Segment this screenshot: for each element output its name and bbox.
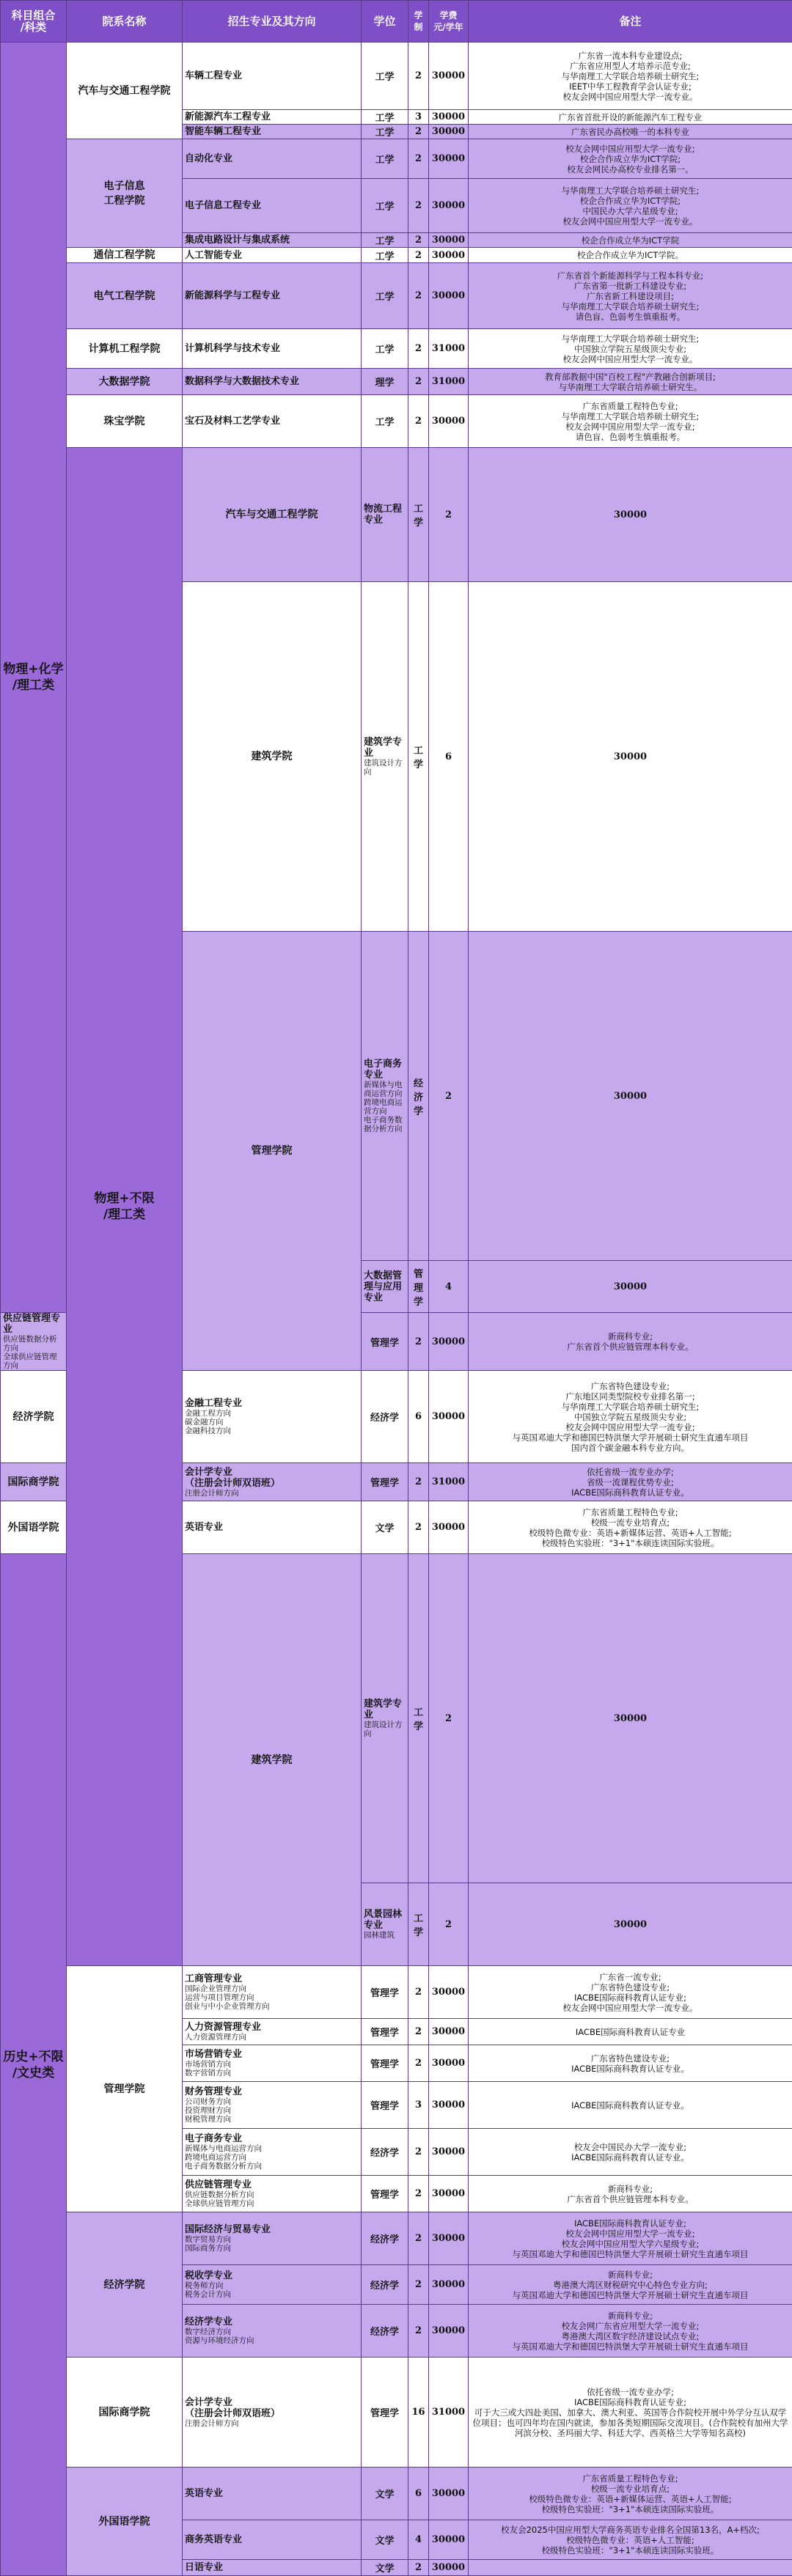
degree-cell: 经济学 (362, 2212, 408, 2265)
major-cell (183, 263, 362, 329)
department-cell: 通信工程学院 (67, 248, 183, 263)
fee-cell: 30000 (429, 43, 469, 110)
years-cell: 6 (408, 2468, 429, 2520)
fee-cell: 30000 (469, 1883, 792, 1966)
years-cell: 3 (408, 110, 429, 125)
header-remark: 备注 (469, 1, 792, 43)
major-cell (183, 395, 362, 448)
major-name: 新能源科学与工程专业 (185, 290, 359, 301)
major-cell (183, 125, 362, 139)
major-cell (183, 2358, 362, 2468)
major-name: 商务英语专业 (185, 2534, 359, 2545)
header-subject: 科目组合 /科类 (1, 1, 67, 43)
years-cell: 2 (408, 2045, 429, 2082)
remark-cell: 与华南理工大学联合培养硕士研究生; 中国独立学院五星级顶尖专业; 校友会网中国应用型大学一流专业。 (469, 329, 792, 369)
header-degree: 学位 (362, 1, 408, 43)
remark-cell: IACBE国际商科教育认证专业。 (469, 2082, 792, 2129)
major-directions: 金融工程方向 碳金融方向 金融科技方向 (185, 1409, 359, 1435)
major-cell (183, 2019, 362, 2045)
degree-cell: 工学 (362, 139, 408, 179)
major-directions: 新媒体与电商运营方向 跨境电商运营方向 电子商务数据分析方向 (364, 1081, 406, 1133)
remark-cell: 新商科专业; 广东省首个供应链管理本科专业。 (469, 2176, 792, 2212)
years-cell: 6 (429, 582, 469, 932)
fee-cell: 30000 (429, 1501, 469, 1554)
major-name: 经济学专业 (185, 2316, 359, 2327)
fee-cell: 30000 (429, 233, 469, 248)
major-directions: 新媒体与电商运营方向 跨境电商运营方向 电子商务数据分析方向 (185, 2144, 359, 2171)
subject-cell: 物理+不限 /理工类 (67, 448, 183, 1966)
remark-cell: 与华南理工大学联合培养硕士研究生; 校企合作成立华为ICT学院; 中国民办大学六星级专业; 校友会网中国应用型大学一流专业。 (469, 179, 792, 233)
remark-cell: 校企合作成立华为ICT学院。 (469, 248, 792, 263)
years-cell: 2 (408, 329, 429, 369)
fee-cell: 30000 (429, 395, 469, 448)
fee-cell: 30000 (429, 1371, 469, 1463)
header-major: 招生专业及其方向 (183, 1, 362, 43)
years-cell: 2 (408, 248, 429, 263)
degree-cell: 经济学 (362, 2305, 408, 2358)
major-cell (362, 582, 408, 932)
department-cell: 经济学院 (1, 1371, 67, 1463)
years-cell: 2 (408, 43, 429, 110)
degree-cell: 文学 (362, 2520, 408, 2560)
major-cell (183, 179, 362, 233)
major-name: 集成电路设计与集成系统 (185, 235, 359, 246)
department-cell: 汽车与交通工程学院 (67, 43, 183, 139)
major-name: 金融工程专业 (185, 1398, 359, 1409)
fee-cell: 30000 (429, 248, 469, 263)
table-row (1, 2358, 792, 2468)
major-cell (183, 2560, 362, 2576)
years-cell: 2 (408, 2129, 429, 2176)
major-cell (183, 369, 362, 395)
department-cell: 外国语学院 (67, 2468, 183, 2576)
years-cell: 6 (408, 1371, 429, 1463)
major-cell (183, 2520, 362, 2560)
major-name: 宝石及材料工艺学专业 (185, 416, 359, 427)
major-cell (183, 43, 362, 110)
table-row (1, 395, 792, 448)
major-name: 供应链管理专业 (3, 1313, 64, 1335)
table-row (1, 448, 792, 582)
major-directions: 供应链数据分析方向 全球供应链管理方向 (185, 2190, 359, 2208)
department-cell: 电子信息 工程学院 (67, 139, 183, 248)
major-name: 车辆工程专业 (185, 70, 359, 81)
remark-cell: 校友会网中国应用型大学一流专业; 校企合作成立华为ICT学院; 校友会网民办高校专业排名第一。 (469, 139, 792, 179)
department-cell: 管理学院 (183, 932, 362, 1371)
major-name: 建筑学专业 (364, 737, 406, 759)
major-name: 建筑学专业 (364, 1699, 406, 1721)
degree-cell: 工学 (362, 233, 408, 248)
header-fee: 学费 元/学年 (429, 1, 469, 43)
major-name: 国际经济与贸易专业 (185, 2224, 359, 2235)
major-directions: 税务师方向 税务会计方向 (185, 2281, 359, 2299)
major-cell (362, 1554, 408, 1883)
degree-cell: 经济学 (362, 1371, 408, 1463)
degree-cell: 工学 (408, 448, 429, 582)
major-name: 电子商务专业 (185, 2133, 359, 2144)
fee-cell: 30000 (429, 2265, 469, 2305)
subject-cell: 历史+不限 /文史类 (1, 1554, 67, 2576)
years-cell: 2 (408, 2212, 429, 2265)
years-cell: 2 (408, 139, 429, 179)
fee-cell: 30000 (429, 1966, 469, 2019)
major-name: 人力资源管理专业 (185, 2022, 359, 2033)
table-row (1, 1966, 792, 2019)
fee-cell: 30000 (429, 2082, 469, 2129)
major-name: 税收学专业 (185, 2270, 359, 2281)
remark-cell: IACBE国际商科教育认证专业 (469, 2019, 792, 2045)
major-cell (183, 2176, 362, 2212)
years-cell: 4 (429, 1261, 469, 1313)
major-name: 电子商务专业 (364, 1059, 406, 1081)
degree-cell: 经济学 (408, 932, 429, 1261)
remark-cell: 依托省级一流专业办学; 省级一流课程优势专业; IACBE国际商科教育认证专业。 (469, 1463, 792, 1501)
degree-cell: 工学 (362, 263, 408, 329)
degree-cell: 工学 (362, 125, 408, 139)
major-name: 日语专业 (185, 2562, 359, 2573)
subject-cell: 物理+化学 /理工类 (1, 43, 67, 1313)
remark-cell: 教育部教据中国"百校工程"产教融合创新项目; 与华南理工大学联合培养硕士研究生。 (469, 369, 792, 395)
major-directions: 注册会计师方向 (185, 1489, 359, 1498)
remark-cell (469, 2560, 792, 2576)
degree-cell: 管理学 (362, 2358, 408, 2468)
remark-cell: 校友会2025中国应用型大学商务英语专业排名全国第13名，A+档次; 校级特色微专业：英语+人工智能; 校级特色实验班："3+1"本硕连读国际实验班。 (469, 2520, 792, 2560)
years-cell: 2 (408, 2265, 429, 2305)
major-name: 大数据管理与应用专业 (364, 1270, 406, 1303)
major-cell (183, 233, 362, 248)
fee-cell: 30000 (429, 263, 469, 329)
major-cell (183, 2129, 362, 2176)
major-name: 新能源汽车工程专业 (185, 111, 359, 122)
table-body (1, 43, 792, 2576)
major-name: 市场营销专业 (185, 2049, 359, 2060)
fee-cell: 30000 (429, 125, 469, 139)
degree-cell: 文学 (362, 1501, 408, 1554)
degree-cell: 工学 (362, 395, 408, 448)
remark-cell: 依托省级一流专业办学; IACBE国际商科教育认证专业; 可于大三或大四赴美国、加拿大、澳大利亚、英国等合作院校开展中外学分互认双学位项目；也可四年均在国内就读，参加各类短期国际交流项目。(合作院校有加州大学河滨分校、圣玛丽大学、科廷大学、西英格兰大学等知名高校) (469, 2358, 792, 2468)
header-department: 院系名称 (67, 1, 183, 43)
degree-cell: 文学 (362, 2560, 408, 2576)
major-directions: 公司财务方向 投资理财方向 财税管理方向 (185, 2097, 359, 2124)
major-cell (362, 932, 408, 1261)
major-directions: 国际企业管理方向 运营与项目管理方向 创业与中小企业管理方向 (185, 1984, 359, 2011)
major-directions: 供应链数据分析方向 全球供应链管理方向 (3, 1335, 64, 1370)
major-directions: 建筑设计方向 (364, 759, 406, 776)
remark-cell: 校企合作成立华为ICT学院 (469, 233, 792, 248)
table-row (1, 263, 792, 329)
remark-cell: 广东省首批开设的新能源汽车工程专业 (469, 110, 792, 125)
major-name: 会计学专业 （注册会计师双语班） (185, 1467, 359, 1489)
major-cell (362, 1883, 408, 1966)
major-directions: 数字贸易方向 国际商务方向 (185, 2235, 359, 2253)
major-name: 工商管理专业 (185, 1973, 359, 1984)
remark-cell: 广东省特色建设专业; IACBE国际商科教育认证专业。 (469, 2045, 792, 2082)
major-cell (183, 2265, 362, 2305)
years-cell: 2 (408, 1501, 429, 1554)
degree-cell: 工学 (408, 582, 429, 932)
major-directions: 数字经济方向 资源与环境经济方向 (185, 2327, 359, 2345)
department-cell: 外国语学院 (1, 1501, 67, 1554)
fee-cell: 30000 (429, 2520, 469, 2560)
major-name: 数据科学与大数据技术专业 (185, 376, 359, 387)
years-cell: 2 (408, 2019, 429, 2045)
remark-cell: 广东省民办高校唯一的本科专业 (469, 125, 792, 139)
degree-cell: 理学 (362, 369, 408, 395)
remark-cell: 广东省质量工程特色专业; 与华南理工大学联合培养硕士研究生; 校友会网中国应用型大学一流专业; 请色盲、色弱考生慎重报考。 (469, 395, 792, 448)
years-cell: 2 (429, 932, 469, 1261)
major-name: 风景园林专业 (364, 1909, 406, 1931)
degree-cell: 管理学 (362, 2082, 408, 2129)
major-cell (183, 2212, 362, 2265)
fee-cell: 31000 (429, 1463, 469, 1501)
table-row (1, 329, 792, 369)
department-cell: 管理学院 (67, 1966, 183, 2212)
degree-cell: 管理学 (362, 1313, 408, 1371)
degree-cell: 经济学 (362, 2265, 408, 2305)
degree-cell: 管理学 (362, 2045, 408, 2082)
degree-cell: 管理学 (362, 1966, 408, 2019)
years-cell: 2 (408, 2305, 429, 2358)
years-cell: 2 (429, 1883, 469, 1966)
fee-cell: 31000 (429, 2358, 469, 2468)
years-cell: 2 (408, 1313, 429, 1371)
major-name: 智能车辆工程专业 (185, 126, 359, 137)
major-name: 英语专业 (185, 1522, 359, 1533)
major-cell (183, 329, 362, 369)
fee-cell: 30000 (429, 2305, 469, 2358)
remark-cell: IACBE国际商科教育认证专业; 校友会网中国应用型大学一流专业; 校友会网中国应用型大学六星级专业; 与英国邓迪大学和德国巴特洪堡大学开展硕士研究生直通车项目 (469, 2212, 792, 2265)
major-cell (183, 2045, 362, 2082)
header-years: 学制 (408, 1, 429, 43)
major-cell (183, 1966, 362, 2019)
years-cell: 2 (429, 1554, 469, 1883)
fee-cell: 30000 (469, 1261, 792, 1313)
remark-cell: 新商科专业; 粤港澳大湾区财税研究中心特色专业方向; 与英国邓迪大学和德国巴特洪堡大学开展硕士研究生直通车项目 (469, 2265, 792, 2305)
major-name: 财务管理专业 (185, 2086, 359, 2097)
fee-cell: 30000 (429, 2019, 469, 2045)
years-cell: 2 (429, 448, 469, 582)
remark-cell: 校友会中国民办大学一流专业; IACBE国际商科教育认证专业。 (469, 2129, 792, 2176)
fee-cell: 30000 (429, 139, 469, 179)
department-cell: 大数据学院 (67, 369, 183, 395)
major-name: 自动化专业 (185, 153, 359, 164)
degree-cell: 管理学 (362, 1463, 408, 1501)
table-row (1, 2212, 792, 2265)
years-cell: 16 (408, 2358, 429, 2468)
fee-cell: 30000 (429, 2468, 469, 2520)
remark-cell: 广东省一流本科专业建设点; 广东省应用型人才培养示范专业; 与华南理工大学联合培养硕士研究生; IEET中华工程教育学会认证专业; 校友会网中国应用型大学一流专业。 (469, 43, 792, 110)
fee-cell: 30000 (429, 1313, 469, 1371)
department-cell: 经济学院 (67, 2212, 183, 2358)
major-cell (183, 139, 362, 179)
table-row (1, 43, 792, 110)
fee-cell: 30000 (429, 179, 469, 233)
department-cell: 国际商学院 (1, 1463, 67, 1501)
major-cell (362, 1261, 408, 1313)
major-name: 会计学专业 （注册会计师双语班） (185, 2397, 359, 2419)
fee-cell: 30000 (429, 2560, 469, 2576)
years-cell: 3 (408, 2082, 429, 2129)
years-cell: 2 (408, 1463, 429, 1501)
remark-cell: 广东省质量工程特色专业; 校级一流专业培育点; 校级特色微专业：英语+新媒体运营、英语+人工智能; 校级特色实验班："3+1"本硕连读国际实验班。 (469, 2468, 792, 2520)
major-cell (183, 2082, 362, 2129)
degree-cell: 工学 (362, 110, 408, 125)
major-name: 人工智能专业 (185, 250, 359, 261)
fee-cell: 30000 (429, 2212, 469, 2265)
remark-cell: 新商科专业; 广东省首个供应链管理本科专业。 (469, 1313, 792, 1371)
major-cell (183, 1371, 362, 1463)
degree-cell: 工学 (408, 1883, 429, 1966)
department-cell: 计算机工程学院 (67, 329, 183, 369)
years-cell: 2 (408, 2560, 429, 2576)
major-name: 电子信息工程专业 (185, 200, 359, 211)
degree-cell: 经济学 (362, 2129, 408, 2176)
fee-cell: 30000 (429, 2129, 469, 2176)
major-directions: 园林建筑 (364, 1931, 406, 1940)
major-cell (183, 2468, 362, 2520)
years-cell: 2 (408, 395, 429, 448)
department-cell: 国际商学院 (67, 2358, 183, 2468)
degree-cell: 工学 (362, 43, 408, 110)
major-name: 供应链管理专业 (185, 2179, 359, 2190)
major-name: 计算机科学与技术专业 (185, 343, 359, 354)
major-cell (183, 2305, 362, 2358)
major-cell (183, 1501, 362, 1554)
department-cell: 汽车与交通工程学院 (183, 448, 362, 582)
degree-cell: 管理学 (362, 2019, 408, 2045)
major-directions: 注册会计师方向 (185, 2419, 359, 2428)
table-row (1, 248, 792, 263)
major-name: 物流工程专业 (364, 504, 406, 526)
degree-cell: 管理学 (362, 2176, 408, 2212)
fee-cell: 31000 (429, 369, 469, 395)
table-row (1, 369, 792, 395)
header-row (1, 1, 792, 43)
degree-cell: 工学 (362, 248, 408, 263)
major-cell (362, 448, 408, 582)
department-cell: 珠宝学院 (67, 395, 183, 448)
remark-cell: 广东省一流专业; 广东省特色建设专业; IACBE国际商科教育认证专业; 校友会网中国应用型大学一流专业。 (469, 1966, 792, 2019)
major-directions: 建筑设计方向 (364, 1721, 406, 1738)
degree-cell: 管理学 (408, 1261, 429, 1313)
years-cell: 2 (408, 263, 429, 329)
years-cell: 4 (408, 2520, 429, 2560)
fee-cell: 30000 (469, 448, 792, 582)
fee-cell: 30000 (469, 582, 792, 932)
years-cell: 2 (408, 125, 429, 139)
table-row (1, 139, 792, 179)
degree-cell: 工学 (362, 329, 408, 369)
remark-cell: 广东省特色建设专业; 广东地区同类型院校专业排名第一; 与华南理工大学联合培养硕士研究生; 中国独立学院五星级顶尖专业; 校友会网中国应用型大学一流专业; 与英国邓迪大学和德国巴特洪堡大学开展硕士研究生直通车项目 国内首个碳金融本科专业方向。 (469, 1371, 792, 1463)
major-directions: 人力资源管理方向 (185, 2033, 359, 2042)
remark-cell: 新商科专业; 校友会网广东省应用型大学一流专业; 粤港澳大湾区数字经济建设试点专业; 与英国邓迪大学和德国巴特洪堡大学开展硕士研究生直通车项目 (469, 2305, 792, 2358)
years-cell: 2 (408, 179, 429, 233)
fee-cell: 31000 (429, 329, 469, 369)
major-cell (183, 110, 362, 125)
fee-cell: 30000 (469, 932, 792, 1261)
remark-cell: 广东省首个新能源科学与工程本科专业; 广东省第一批新工科建设专业; 广东省新工科建设项目; 与华南理工大学联合培养硕士研究生; 请色盲、色弱考生慎重报考。 (469, 263, 792, 329)
department-cell: 建筑学院 (183, 1554, 362, 1966)
years-cell: 2 (408, 1966, 429, 2019)
department-cell: 电气工程学院 (67, 263, 183, 329)
degree-cell: 工学 (362, 179, 408, 233)
major-cell (1, 1313, 67, 1371)
remark-cell: 广东省质量工程特色专业; 校级一流专业培育点; 校级特色微专业：英语+新媒体运营、英语+人工智能; 校级特色实验班："3+1"本硕连读国际实验班。 (469, 1501, 792, 1554)
department-cell: 建筑学院 (183, 582, 362, 932)
degree-cell: 工学 (408, 1554, 429, 1883)
major-directions: 市场营销方向 数字营销方向 (185, 2060, 359, 2078)
years-cell: 2 (408, 369, 429, 395)
fee-cell: 30000 (429, 110, 469, 125)
fee-cell: 30000 (429, 2045, 469, 2082)
years-cell: 2 (408, 233, 429, 248)
table-row (1, 2468, 792, 2520)
fee-cell: 30000 (469, 1554, 792, 1883)
years-cell: 2 (408, 2176, 429, 2212)
degree-cell: 文学 (362, 2468, 408, 2520)
major-cell (183, 248, 362, 263)
major-name: 英语专业 (185, 2488, 359, 2499)
fee-cell: 30000 (429, 2176, 469, 2212)
major-cell (183, 1463, 362, 1501)
